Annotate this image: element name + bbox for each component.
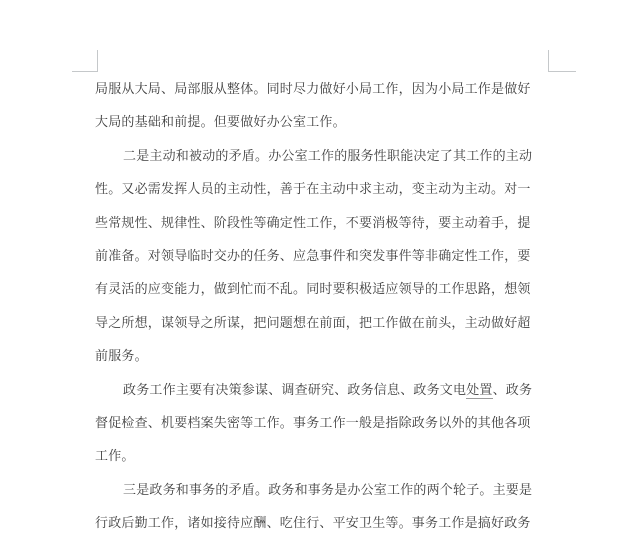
document-body	[95, 72, 535, 539]
text-line: 三是政务和事务的矛盾。政务和事务是办公室工作的两个轮子。主要是	[123, 481, 533, 497]
page-margin-mark-left	[72, 50, 98, 72]
text-line: 些常规性、规律性、阶段性等确定性工作，不要消极等待，要主动着手，提	[95, 214, 531, 230]
text-line: 工作。	[95, 448, 135, 464]
text-line: 性。又必需发挥人员的主动性，善于在主动中求主动，变主动为主动。对一	[95, 181, 531, 197]
underlined-text: 处置	[466, 381, 493, 397]
text-line: 有灵活的应变能力，做到忙而不乱。同时要积极适应领导的工作思路，想领	[95, 281, 531, 297]
text-line: 前服务。	[95, 348, 148, 364]
text-line: 局服从大局、局部服从整体。同时尽力做好小局工作，因为小局工作是做好	[95, 81, 531, 96]
text-segment: 政务工作主要有决策参谋、调查研究、政务信息、政务文电	[123, 381, 467, 397]
page-margin-mark-right	[548, 50, 576, 72]
text-segment: 、政务	[492, 381, 533, 397]
text-line	[95, 373, 535, 406]
text-line: 导之所想，谋领导之所谋，把问题想在前面，把工作做在前头，主动做好超	[95, 314, 531, 330]
text-line: 督促检查、机要档案失密等工作。事务工作一般是指除政务以外的其他各项	[95, 414, 531, 430]
text-line: 行政后勤工作，诸如接待应酬、吃住行、平安卫生等。事务工作是搞好政务	[95, 515, 531, 531]
text-line: 大局的基础和前提。但要做好办公室工作。	[95, 114, 346, 130]
text-line: 前准备。对领导临时交办的任务、应急事件和突发事件等非确定性工作，要	[95, 247, 531, 263]
text-line: 二是主动和被动的矛盾。办公室工作的服务性职能决定了其工作的主动	[123, 147, 533, 163]
